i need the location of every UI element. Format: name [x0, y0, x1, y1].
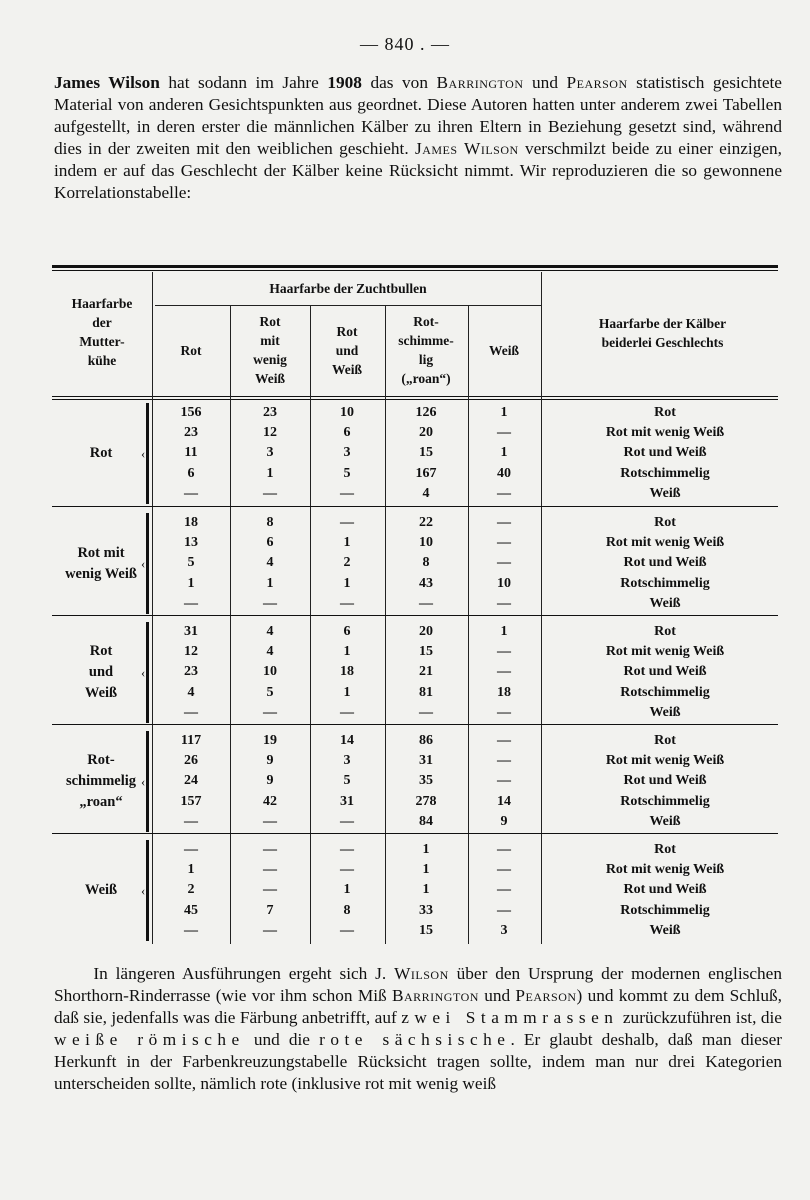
table-cell: —	[340, 813, 354, 829]
bull-header-rule	[155, 305, 541, 306]
intro-paragraph: James Wilson hat sodann im Jahre 1908 das von Barrington und Pearson statistisch gesichtete Material von anderen Gesichtspunkten aus geordnet. Diese Autoren hatten unter anderem zwei Tabellen aufgestellt, in deren erster die männlichen Kälber zu ihren Eltern in Beziehung gesetzt sind, während dies in der zweiten mit den weiblichen geschieht. James Wilson verschmilzt beide zu einer einzigen, indem er auf das Geschlecht der Kälber keine Rücksicht nimmt. Wir reproduzieren die so gewonnene Korrelationstabelle:	[54, 73, 782, 202]
table-cell: 1	[500, 445, 508, 461]
calf-color-label: Rotschimmelig	[620, 465, 710, 481]
header-bottom-rule	[52, 396, 778, 397]
table-column-line	[310, 306, 311, 944]
table-cell: 5	[343, 773, 351, 789]
table-cell: 5	[343, 465, 351, 481]
table-column-line	[152, 272, 153, 944]
table-cell: —	[419, 595, 433, 611]
table-cell: 8	[266, 515, 274, 530]
table-cell: 22	[419, 515, 433, 530]
table-cell: 10	[263, 664, 277, 680]
calf-color-label: Weiß	[649, 813, 681, 829]
calf-color-label: Weiß	[649, 922, 681, 938]
table-cell: 33	[419, 902, 433, 918]
block-separator	[52, 724, 778, 725]
table-cell: 1	[500, 405, 508, 420]
bull-header: Haarfarbe der Zuchtbullen	[269, 281, 427, 296]
block-label-line: Rot	[89, 445, 113, 461]
table-cell: —	[340, 704, 354, 720]
closing-paragraph: In längeren Ausführungen ergeht sich J. Wilson über den Ursprung der modernen englischen Shorthorn-Rinderrasse (wie vor ihm schon Miß Barrington und Pearson) und kommt zu dem Schluß, daß sie, jedenfalls was die Färbung anbetrifft, auf zwei Stammrassen zurückzuführen ist, die weiße römische und die rote sächsische. Er glaubt deshalb, daß man dieser Herkunft in der Farbenkreuzungstabelle Rücksicht tragen sollte, indem man nur drei Kategorien unterscheiden sollte, nämlich rote (inklusive rot mit wenig weiß	[54, 964, 783, 1093]
table-cell: —	[340, 595, 354, 611]
brace-tip: ‹	[141, 773, 146, 789]
table-cell: —	[184, 842, 198, 857]
table-cell: 1	[422, 862, 430, 878]
table-cell: 1	[266, 465, 274, 481]
table-cell: —	[497, 535, 511, 551]
table-cell: —	[497, 753, 511, 769]
bull-column-header-line: Rot	[180, 342, 202, 358]
bull-column-header-line: Weiß	[331, 361, 362, 377]
block-brace	[140, 622, 150, 723]
table-cell: 15	[419, 445, 433, 461]
brace-bar	[146, 731, 149, 832]
calf-color-label: Rot	[654, 733, 676, 748]
header-bottom-rule-2	[52, 399, 778, 400]
mother-header	[54, 294, 150, 370]
table-cell: 20	[419, 624, 433, 639]
block-label-line: „roan“	[79, 794, 123, 810]
block-label-mother-color	[54, 641, 148, 704]
table-cell: —	[263, 485, 277, 501]
block-brace	[140, 403, 150, 504]
bull-column-header-line: Rot	[259, 314, 281, 329]
brace-tip: ‹	[141, 882, 146, 898]
brace-tip: ‹	[141, 555, 146, 571]
table-cell: —	[263, 862, 277, 878]
block-label-line: wenig Weiß	[65, 565, 137, 582]
table-cell: 3	[266, 445, 274, 461]
calf-header-line: beiderlei Geschlechts	[601, 335, 724, 350]
table-cell: —	[497, 595, 511, 611]
table-cell: 4	[266, 624, 274, 639]
table-cell: 45	[184, 902, 198, 918]
calf-color-label: Rot und Weiß	[623, 555, 707, 571]
table-cell: 3	[343, 445, 351, 461]
block-brace	[140, 840, 150, 941]
calf-color-label: Rotschimmelig	[620, 575, 710, 591]
table-cell: 6	[343, 425, 351, 441]
table-cell: —	[340, 485, 354, 501]
table-cell: 7	[266, 902, 274, 918]
table-cell: —	[497, 515, 511, 530]
table-cell: 2	[187, 882, 195, 898]
calf-color-label: Rot und Weiß	[623, 445, 707, 461]
table-cell: 1	[266, 575, 274, 591]
table-cell: 8	[422, 555, 430, 571]
table-cell: 9	[266, 773, 274, 789]
table-cell: 13	[184, 535, 198, 551]
table-cell: —	[497, 773, 511, 789]
table-cell: 31	[340, 793, 354, 809]
table-cell: 18	[184, 515, 198, 530]
table-cell: 35	[419, 773, 433, 789]
bull-column-header-line: Rot-	[413, 314, 439, 329]
table-cell: —	[340, 922, 354, 938]
table-cell: —	[263, 882, 277, 898]
table-cell: 43	[419, 575, 433, 591]
bull-column-header	[386, 312, 466, 388]
bull-column-header-line: Weiß	[254, 371, 285, 386]
table-cell: 31	[184, 624, 198, 639]
table-cell: —	[497, 842, 511, 857]
table-cell: 81	[419, 684, 433, 700]
table-cell: 19	[263, 733, 277, 748]
table-cell: —	[419, 704, 433, 720]
mother-header-line: der	[92, 315, 112, 330]
bull-column-header	[231, 312, 309, 388]
table-cell: 26	[184, 753, 198, 769]
table-cell: 4	[187, 684, 195, 700]
table-cell: 15	[419, 644, 433, 660]
table-cell: 1	[343, 575, 351, 591]
table-cell: 9	[500, 813, 508, 829]
table-cell: 11	[184, 445, 198, 461]
table-cell: —	[340, 862, 354, 878]
brace-bar	[146, 403, 149, 504]
brace-bar	[146, 513, 149, 614]
table-cell: 2	[343, 555, 351, 571]
table-cell: 1	[500, 624, 508, 639]
calf-color-label: Rotschimmelig	[620, 902, 710, 918]
table-cell: 6	[343, 624, 351, 639]
block-separator	[52, 506, 778, 507]
table-cell: —	[497, 485, 511, 501]
table-cell: 4	[422, 485, 430, 501]
block-separator	[52, 615, 778, 616]
calf-color-label: Rot mit wenig Weiß	[605, 644, 725, 660]
table-cell: 18	[340, 664, 354, 680]
table-cell: —	[497, 704, 511, 720]
table-cell: 1	[187, 862, 195, 878]
table-column-line	[385, 306, 386, 944]
table-cell: 8	[343, 902, 351, 918]
table-cell: 4	[266, 644, 274, 660]
table-cell: 3	[500, 922, 508, 938]
table-cell: 20	[419, 425, 433, 441]
table-cell: 31	[419, 753, 433, 769]
table-cell: —	[263, 813, 277, 829]
calf-color-label: Rot	[654, 405, 676, 420]
page-number: — 840 . —	[360, 34, 450, 54]
table-top-rule-thin	[52, 270, 778, 271]
brace-tip: ‹	[141, 445, 146, 461]
calf-color-label: Rot	[654, 624, 676, 639]
table-cell: 156	[180, 405, 202, 420]
table-column-line	[230, 306, 231, 944]
calf-color-label: Rot mit wenig Weiß	[605, 535, 725, 551]
table-cell: 1	[343, 684, 351, 700]
bull-column-header-line: mit	[260, 333, 280, 348]
table-cell: 14	[497, 793, 511, 809]
table-cell: 24	[184, 773, 198, 789]
calf-color-label: Weiß	[649, 704, 681, 720]
bull-column-header-line: schimme-	[398, 333, 454, 348]
block-separator	[52, 833, 778, 834]
table-cell: —	[184, 485, 198, 501]
block-label-mother-color	[54, 750, 148, 813]
table-cell: 10	[340, 405, 354, 420]
calf-color-label: Rotschimmelig	[620, 684, 710, 700]
bull-column-header-line: lig	[418, 352, 434, 367]
bull-column-header-line: wenig	[253, 352, 287, 367]
block-label-mother-color	[54, 443, 148, 464]
table-cell: —	[263, 704, 277, 720]
calf-color-label: Rot und Weiß	[623, 773, 707, 789]
block-label-line: Rot-	[87, 752, 115, 768]
table-column-line	[541, 272, 542, 944]
table-cell: 9	[266, 753, 274, 769]
block-label-mother-color	[54, 880, 148, 901]
table-cell: 1	[187, 575, 195, 591]
bull-column-header	[153, 341, 229, 360]
table-cell: 10	[419, 535, 433, 551]
calf-color-label: Rot mit wenig Weiß	[605, 753, 725, 769]
table-cell: 86	[419, 733, 433, 748]
table-cell: 157	[180, 793, 202, 809]
calf-color-label: Rot mit wenig Weiß	[605, 862, 725, 878]
author-name: James Wilson	[54, 73, 160, 92]
table-cell: 4	[266, 555, 274, 571]
table-cell: 12	[184, 644, 198, 660]
table-cell: 23	[184, 425, 198, 441]
table-cell: 5	[266, 684, 274, 700]
bull-column-header-line: („roan“)	[401, 371, 451, 386]
table-cell: —	[497, 902, 511, 918]
table-cell: —	[497, 862, 511, 878]
table-cell: —	[263, 842, 277, 857]
calf-color-label: Rot	[654, 842, 676, 857]
block-label-line: schimmelig	[65, 773, 137, 789]
bull-column-header-line: und	[335, 342, 359, 358]
bull-column-header	[469, 341, 539, 360]
block-label-line: und	[88, 664, 114, 680]
table-cell: 278	[415, 793, 437, 809]
table-cell: 84	[419, 813, 433, 829]
table-cell: —	[497, 425, 511, 441]
table-cell: —	[497, 664, 511, 680]
block-label-mother-color	[54, 543, 148, 585]
block-label-line: Rot mit	[77, 544, 125, 561]
table-cell: —	[497, 555, 511, 571]
table-cell: 40	[497, 465, 511, 481]
calf-color-label: Rot	[654, 515, 676, 530]
bull-column-header-line: Rot	[336, 323, 358, 339]
block-brace	[140, 513, 150, 614]
table-cell: 42	[263, 793, 277, 809]
calf-color-label: Rot mit wenig Weiß	[605, 425, 725, 441]
table-cell: 23	[184, 664, 198, 680]
table-cell: 1	[343, 882, 351, 898]
brace-tip: ‹	[141, 664, 146, 680]
table-cell: 21	[419, 664, 433, 680]
block-label-line: Weiß	[84, 882, 118, 898]
table-cell: 1	[422, 882, 430, 898]
mother-header-line: kühe	[87, 353, 117, 368]
calf-color-label: Rot und Weiß	[623, 882, 707, 898]
brace-bar	[146, 840, 149, 941]
table-cell: —	[263, 595, 277, 611]
table-cell: 126	[415, 405, 437, 420]
table-cell: —	[497, 733, 511, 748]
table-cell: 15	[419, 922, 433, 938]
table-cell: 117	[180, 733, 202, 748]
table-cell: —	[340, 842, 354, 857]
table-cell: 14	[340, 733, 354, 748]
mother-header-line: Mutter-	[79, 334, 125, 349]
brace-bar	[146, 622, 149, 723]
table-cell: 3	[343, 753, 351, 769]
table-cell: —	[497, 882, 511, 898]
table-cell: 1	[343, 535, 351, 551]
table-cell: 1	[343, 644, 351, 660]
table-cell: 5	[187, 555, 195, 571]
table-cell: 167	[415, 465, 437, 481]
table-cell: 12	[263, 425, 277, 441]
block-label-line: Weiß	[84, 685, 118, 701]
table-cell: 23	[263, 405, 277, 420]
table-cell: 6	[187, 465, 195, 481]
table-cell: 18	[497, 684, 511, 700]
table-top-rule	[52, 265, 778, 268]
calf-color-label: Rotschimmelig	[620, 793, 710, 809]
table-cell: —	[497, 644, 511, 660]
block-label-line: Rot	[89, 643, 113, 659]
table-cell: —	[263, 922, 277, 938]
calf-color-label: Rot und Weiß	[623, 664, 707, 680]
table-cell: 6	[266, 535, 274, 551]
calf-color-label: Weiß	[649, 595, 681, 611]
calf-header	[545, 314, 780, 352]
table-cell: —	[184, 922, 198, 938]
table-cell: —	[184, 595, 198, 611]
table-cell: 1	[422, 842, 430, 857]
bull-column-header-line: Weiß	[488, 342, 519, 358]
table-cell: —	[184, 704, 198, 720]
table-cell: —	[184, 813, 198, 829]
calf-color-label: Weiß	[649, 485, 681, 501]
bull-column-header	[311, 322, 384, 379]
block-brace	[140, 731, 150, 832]
mother-header-line: Haarfarbe	[71, 296, 133, 311]
table-cell: —	[340, 515, 354, 530]
calf-header-line: Haarfarbe der Kälber	[598, 316, 727, 331]
table-cell: 10	[497, 575, 511, 591]
